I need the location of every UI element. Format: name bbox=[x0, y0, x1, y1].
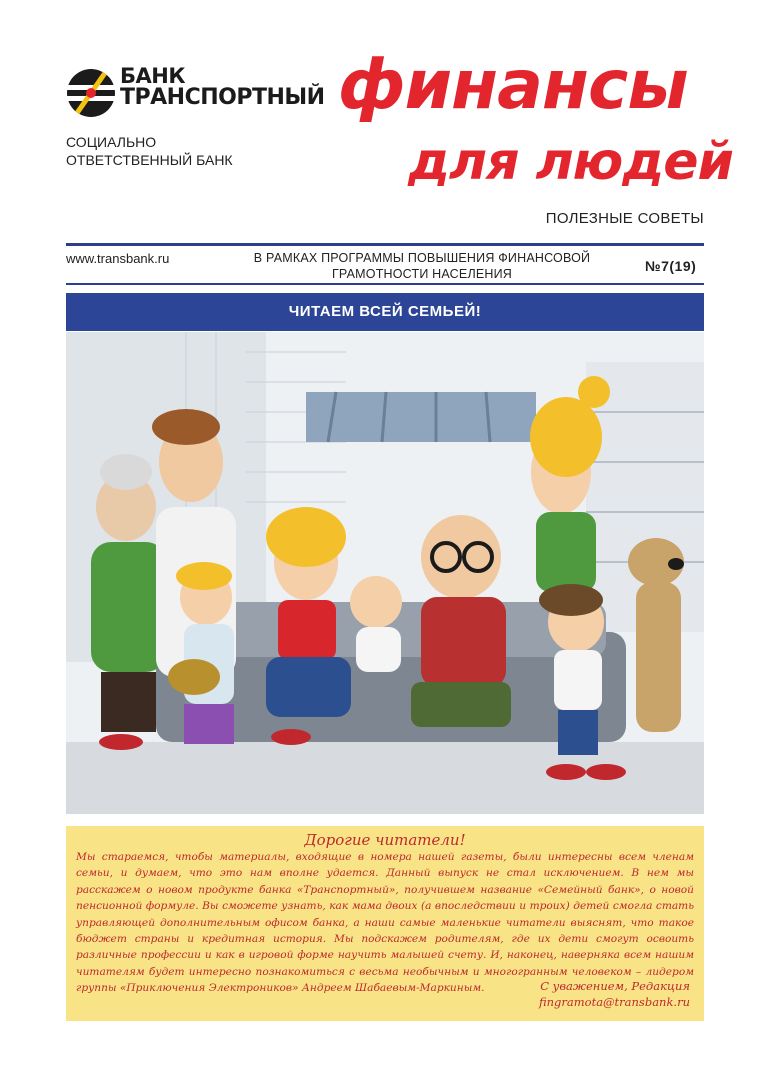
newspaper-title-line1: финансы bbox=[338, 46, 688, 125]
family-illustration bbox=[66, 332, 704, 814]
bank-slogan bbox=[66, 133, 233, 169]
slogan-line1: СОЦИАЛЬНО bbox=[66, 134, 157, 150]
website-link[interactable]: www.transbank.ru bbox=[66, 251, 170, 266]
header-rule-bottom bbox=[66, 283, 704, 285]
letter-signature-block bbox=[539, 978, 690, 1010]
letter-body: Мы стараемся, чтобы материалы, входящие в номера нашей газеты, были интересны всем членам семьи, и думаем, что это нам вполне удается. Данный выпуск не стал исключением. В нем мы расскажем о новом продукте банка «Транспортный», получившем название «Семейный банк», о новой пенсионной формуле. Вы сможете узнать, как мама двоих (а впоследствии и троих) детей смогла стать управляющей дополнительным офисом банка, а наши самые маленькие читатели выяснят, что такое бюджет страны и кредитная история. Мы подскажем родителям, где их дети смогут освоить различные профессии и как в игровой форме научить малышей счету. И, наконец, наверняка всем нашим читателям будет интересно познакомиться с весьма необычным и многогранным человеком – лидером группы «Приключения Электроников» Андреем Шабаевым-Маркиным. bbox=[76, 851, 694, 995]
bank-name-line2: ТРАНСПОРТНЫЙ bbox=[120, 85, 325, 110]
newspaper-title-line2: для людей bbox=[408, 132, 733, 192]
letter-signature: С уважением, Редакция bbox=[540, 979, 690, 993]
letter-email[interactable]: fingramota@transbank.ru bbox=[538, 995, 690, 1009]
bank-name-line1: БАНК bbox=[120, 64, 185, 88]
newspaper-subtitle: ПОЛЕЗНЫЕ СОВЕТЫ bbox=[545, 210, 704, 227]
issue-number: №7(19) bbox=[645, 258, 697, 274]
bank-logo-icon bbox=[66, 68, 116, 118]
slogan-line2: ОТВЕТСТВЕННЫЙ БАНК bbox=[66, 152, 233, 168]
header-rule-top bbox=[66, 243, 704, 246]
letter-greeting: Дорогие читатели! bbox=[304, 831, 466, 849]
headline-text: ЧИТАЕМ ВСЕЙ СЕМЬЕЙ! bbox=[288, 303, 482, 320]
bank-name bbox=[120, 66, 325, 108]
program-caption: В РАМКАХ ПРОГРАММЫ ПОВЫШЕНИЯ ФИНАНСОВОЙ ГРАМОТНОСТИ НАСЕЛЕНИЯ bbox=[253, 251, 591, 281]
